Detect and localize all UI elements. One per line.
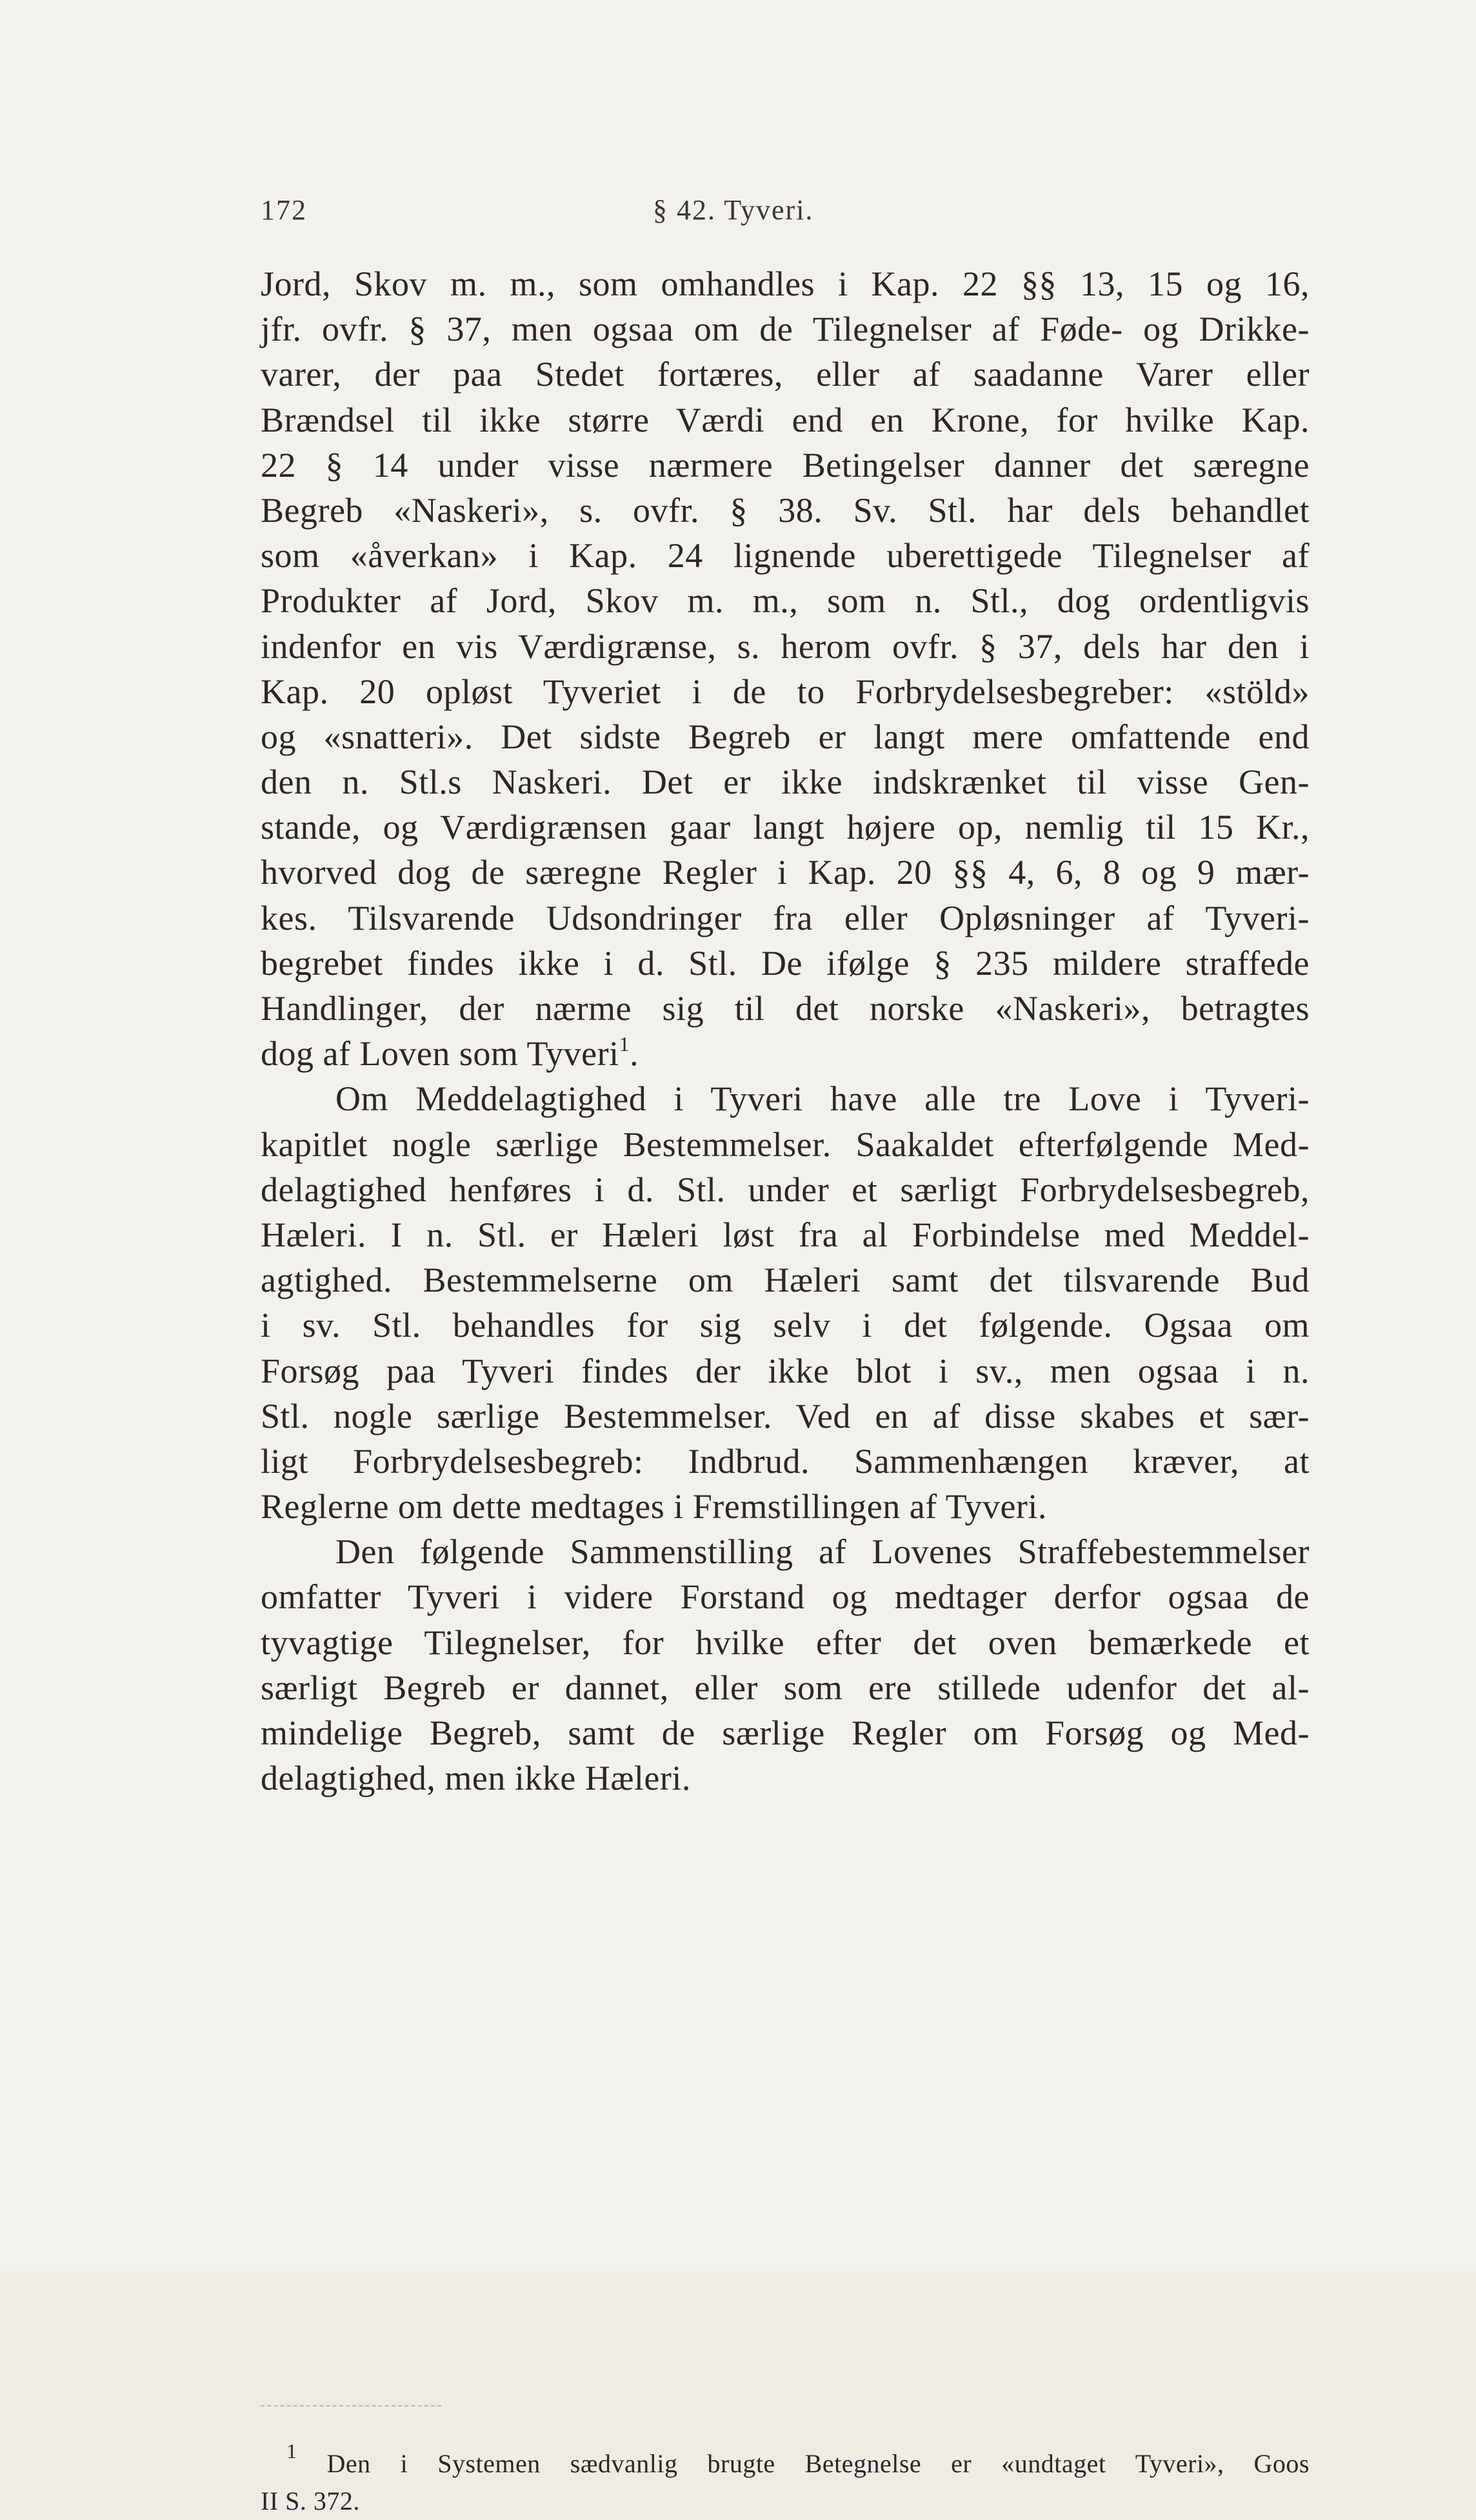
text-line: 22 § 14 under visse nærmere Betingelser danner det særegne xyxy=(261,445,1310,485)
footnote-separator xyxy=(261,2405,441,2406)
text-line: indenfor en vis Værdigrænse, s. herom ovfr. § 37, dels har den i xyxy=(261,626,1310,666)
text-line: kes. Tilsvarende Udsondringer fra eller Opløsninger af Tyveri- xyxy=(261,898,1310,937)
text-line: omfatter Tyveri i videre Forstand og medtager derfor ogsaa de xyxy=(261,1577,1310,1617)
footnote-line: II S. 372. xyxy=(261,2486,360,2515)
paragraph-start-line: Den følgende Sammenstilling af Lovenes Straffebestemmelser xyxy=(335,1532,1310,1572)
text-line: Hæleri. I n. Stl. er Hæleri løst fra al Forbindelse med Meddel- xyxy=(261,1215,1310,1254)
footnote-marker: 1 xyxy=(286,2439,297,2463)
text-line: delagtighed, men ikke Hæleri. xyxy=(261,1759,691,1798)
text-line: jfr. ovfr. § 37, men ogsaa om de Tilegnelser af Føde- og Drikke- xyxy=(261,310,1310,349)
text-line: mindelige Begreb, samt de særlige Regler om Forsøg og Med- xyxy=(261,1714,1310,1752)
text-line-period: . xyxy=(630,1034,639,1074)
text-line: Brændsel til ikke større Værdi end en Krone, for hvilke Kap. xyxy=(261,400,1310,439)
footnote-text: Den i Systemen sædvanlig brugte Betegnelse er «undtaget Tyveri», Goos xyxy=(326,2449,1310,2478)
text-line-content: dog af Loven som Tyveri xyxy=(261,1034,619,1074)
text-line: Produkter af Jord, Skov m. m., som n. Stl., dog ordentligvis xyxy=(261,581,1310,621)
paragraph-start-line: Om Meddelagtighed i Tyveri have alle tre Love i Tyveri- xyxy=(335,1079,1310,1119)
footnote-line xyxy=(261,2439,1310,2483)
text-line: hvorved dog de særegne Regler i Kap. 20 §§ 4, 6, 8 og 9 mær- xyxy=(261,853,1310,892)
page-header xyxy=(261,194,1310,245)
text-line: Handlinger, der nærme sig til det norske «Naskeri», betragtes xyxy=(261,989,1310,1028)
text-line: den n. Stl.s Naskeri. Det er ikke indskrænket til visse Gen- xyxy=(261,763,1310,802)
running-head: § 42. Tyveri. xyxy=(653,194,814,226)
text-line: agtighed. Bestemmelserne om Hæleri samt det tilsvarende Bud xyxy=(261,1261,1310,1300)
text-line: ligt Forbrydelsesbegreb: Indbrud. Sammenhængen kræver, at xyxy=(261,1441,1310,1481)
text-line: kapitlet nogle særlige Bestemmelser. Saakaldet efterfølgende Med- xyxy=(261,1125,1310,1164)
text-line-with-footnote-ref xyxy=(261,1031,1310,1076)
text-line: Kap. 20 opløst Tyveriet i de to Forbrydelsesbegreber: «stöld» xyxy=(261,672,1310,711)
text-line: delagtighed henføres i d. Stl. under et særligt Forbrydelsesbegreb, xyxy=(261,1170,1310,1209)
text-line: stande, og Værdigrænsen gaar langt højere op, nemlig til 15 Kr., xyxy=(261,808,1310,847)
page-number: 172 xyxy=(261,194,307,226)
footnote-reference: 1 xyxy=(619,1032,630,1056)
text-line: og «snatteri». Det sidste Begreb er langt mere omfattende end xyxy=(261,717,1310,756)
text-line: Forsøg paa Tyveri findes der ikke blot i sv., men ogsaa i n. xyxy=(261,1351,1310,1390)
text-line: særligt Begreb er dannet, eller som ere stillede udenfor det al- xyxy=(261,1668,1310,1707)
text-line: som «åverkan» i Kap. 24 lignende uberettigede Tilegnelser af xyxy=(261,536,1310,575)
text-line: varer, der paa Stedet fortæres, eller af saadanne Varer eller xyxy=(261,355,1310,394)
body-text xyxy=(261,261,1310,1801)
text-line: Jord, Skov m. m., som omhandles i Kap. 22 §§ 13, 15 og 16, xyxy=(261,265,1310,303)
footnote xyxy=(261,2439,1310,2520)
text-line: begrebet findes ikke i d. Stl. De ifølge § 235 mildere straffede xyxy=(261,943,1310,983)
text-line: tyvagtige Tilegnelser, for hvilke efter det oven bemærkede et xyxy=(261,1623,1310,1662)
text-line: Reglerne om dette medtages i Fremstillingen af Tyveri. xyxy=(261,1487,1047,1526)
text-line: i sv. Stl. behandles for sig selv i det følgende. Ogsaa om xyxy=(261,1306,1310,1345)
text-line: Begreb «Naskeri», s. ovfr. § 38. Sv. Stl. har dels behandlet xyxy=(261,490,1310,530)
text-line: Stl. nogle særlige Bestemmelser. Ved en af disse skabes et sær- xyxy=(261,1396,1310,1435)
